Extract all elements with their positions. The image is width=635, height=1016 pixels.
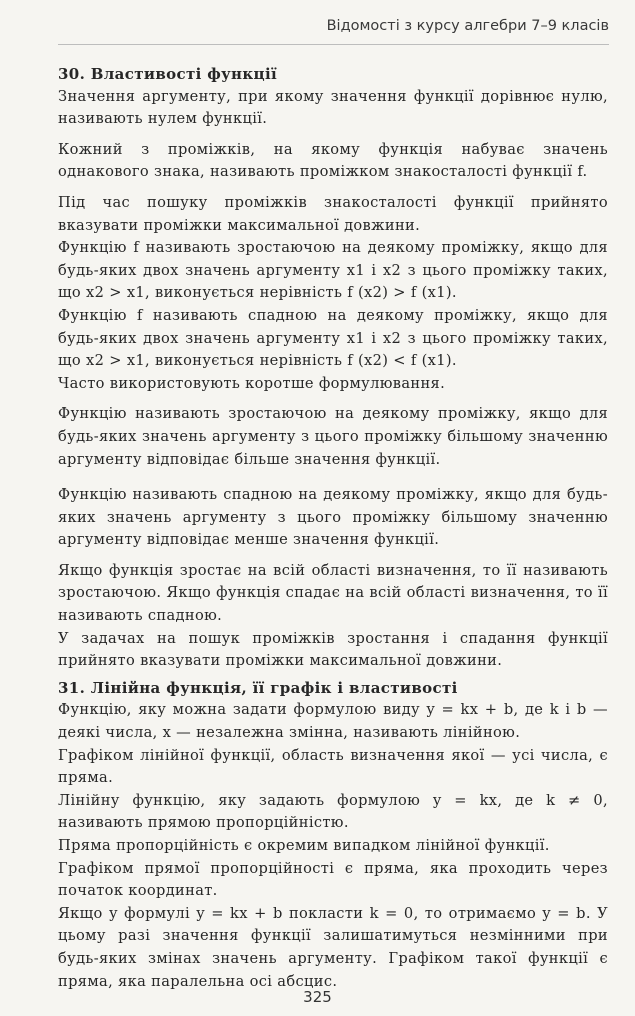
header-rule [58, 44, 609, 45]
paragraph: Під час пошуку проміжків знакосталості функції прийнято вказувати проміжки максимальної довжини. [58, 193, 608, 234]
section-31-title: 31. Лінійна функція, її графік і властивості [58, 678, 458, 697]
paragraph: Графіком лінійної функції, область визначення якої — усі числа, є пряма. [58, 746, 608, 787]
paragraph: Функцію f називають зростаючою на деякому проміжку, якщо для будь-яких двох значень аргументу x1 і x2 з цього проміжку таких, що x2 > x1, виконується нерівність f (x2) > f (x1). [58, 239, 608, 302]
definition-increasing: Функцію називають зростаючою на деякому проміжку, якщо для будь-яких значень аргументу з цього проміжку більшому значенню аргументу відповідає більше значення функції. [58, 405, 608, 468]
paragraph: У задачах на пошук проміжків зростання і спадання функції прийнято вказувати проміжки максимальної довжини. [58, 629, 608, 670]
paragraph: Лінійну функцію, яку задають формулою y = kx, де k ≠ 0, називають прямою пропорційністю. [58, 791, 608, 832]
page-number: 325 [303, 988, 332, 1006]
section-30-title: 30. Властивості функції [58, 65, 278, 83]
definition-decreasing: Функцію називають спадною на деякому проміжку, якщо для будь-яких значень аргументу з цього проміжку більшому значенню аргументу відповідає менше значення функції. [58, 486, 608, 549]
paragraph: Кожний з проміжків, на якому функція набуває значень однакового знака, називають проміжком знакосталості функції f. [58, 140, 608, 181]
paragraph: Якщо функція зростає на всій області визначення, то її називають зростаючою. Якщо функція спадає на всій області визначення, то її називають спадною. [58, 561, 608, 625]
page-content [58, 63, 608, 993]
paragraph: Функцію, яку можна задати формулою виду y = kx + b, де k і b — деякі числа, x — незалежна змінна, називають лінійною. [58, 701, 608, 742]
paragraph: Пряма пропорційність є окремим випадком лінійної функції. [58, 837, 550, 854]
paragraph: Функцію f називають спадною на деякому проміжку, якщо для будь-яких двох значень аргументу x1 і x2 з цього проміжку таких, що x2 > x1, виконується нерівність f (x2) < f (x1). [58, 306, 608, 370]
paragraph: Значення аргументу, при якому значення функції дорівнює нулю, називають нулем функції. [58, 87, 608, 128]
running-title: Відомості з курсу алгебри 7–9 класів [326, 18, 609, 34]
paragraph: Графіком прямої пропорційності є пряма, яка проходить через початок координат. [58, 859, 608, 900]
paragraph: Часто використовують коротше формулювання. [58, 374, 446, 392]
paragraph: Якщо у формулі y = kx + b покласти k = 0, то отримаємо y = b. У цьому разі значення функції залишатимуться незмінними при будь-яких змінах значень аргументу. Графіком такої функції є пряма, яка паралельна осі абсцис. [58, 904, 608, 990]
